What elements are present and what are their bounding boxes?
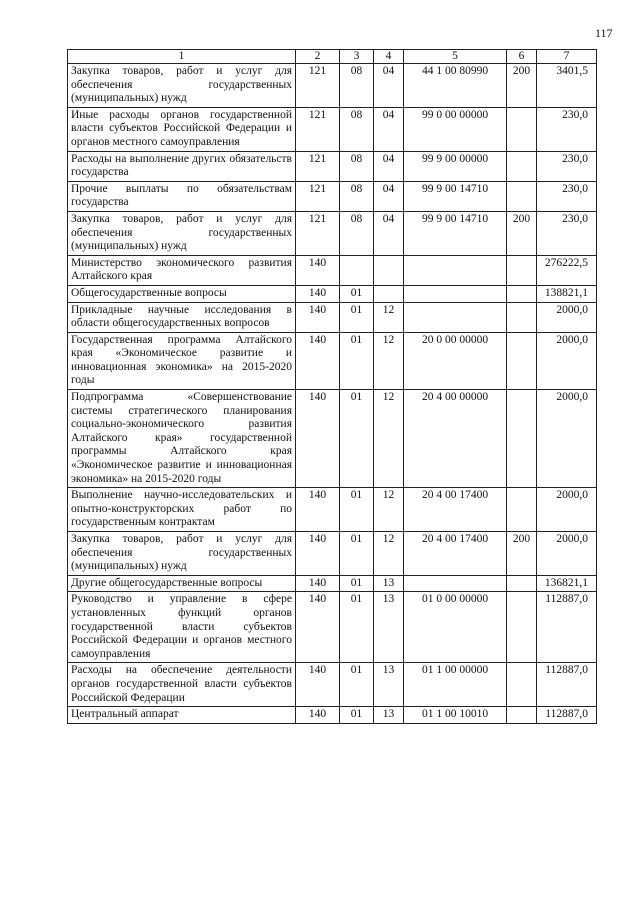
header-cell-7: 7 xyxy=(537,50,597,64)
row-vr-cell xyxy=(507,107,537,151)
row-sum-cell: 230,0 xyxy=(537,107,597,151)
row-ved-cell: 140 xyxy=(296,390,340,488)
row-pr-cell: 04 xyxy=(374,151,404,181)
row-vr-cell xyxy=(507,332,537,389)
row-rz-cell: 08 xyxy=(340,181,374,211)
row-rz-cell: 01 xyxy=(340,332,374,389)
row-rz-cell: 01 xyxy=(340,663,374,707)
row-name-cell: Министерство экономического развития Алтайского края xyxy=(68,255,296,285)
row-name-cell: Расходы на обеспечение деятельности органов государственной власти субъектов Российской Федерации xyxy=(68,663,296,707)
row-csr-cell: 99 9 00 14710 xyxy=(404,211,507,255)
row-sum-cell: 230,0 xyxy=(537,211,597,255)
row-pr-cell: 13 xyxy=(374,592,404,663)
table-header-row xyxy=(68,50,597,64)
row-ved-cell: 140 xyxy=(296,332,340,389)
row-csr-cell xyxy=(404,575,507,592)
row-pr-cell xyxy=(374,285,404,302)
row-sum-cell: 2000,0 xyxy=(537,488,597,532)
row-vr-cell xyxy=(507,255,537,285)
header-cell-2: 2 xyxy=(296,50,340,64)
row-vr-cell xyxy=(507,302,537,332)
row-name-cell: Руководство и управление в сфере установленных функций органов государственной власти субъектов Российской Федерации и органов местного самоуправления xyxy=(68,592,296,663)
budget-table xyxy=(67,49,597,724)
row-vr-cell: 200 xyxy=(507,532,537,576)
row-pr-cell: 12 xyxy=(374,390,404,488)
row-rz-cell: 01 xyxy=(340,575,374,592)
row-sum-cell: 2000,0 xyxy=(537,332,597,389)
table-row xyxy=(68,488,597,532)
row-name-cell: Общегосударственные вопросы xyxy=(68,285,296,302)
row-ved-cell: 121 xyxy=(296,151,340,181)
header-cell-5: 5 xyxy=(404,50,507,64)
header-cell-1: 1 xyxy=(68,50,296,64)
row-csr-cell: 20 4 00 00000 xyxy=(404,390,507,488)
row-sum-cell: 138821,1 xyxy=(537,285,597,302)
row-name-cell: Закупка товаров, работ и услуг для обеспечения государственных (муниципальных) нужд xyxy=(68,532,296,576)
row-csr-cell: 99 0 00 00000 xyxy=(404,107,507,151)
row-vr-cell xyxy=(507,285,537,302)
row-pr-cell: 13 xyxy=(374,663,404,707)
row-rz-cell: 01 xyxy=(340,707,374,724)
row-vr-cell xyxy=(507,151,537,181)
table-row xyxy=(68,302,597,332)
row-csr-cell: 20 4 00 17400 xyxy=(404,532,507,576)
row-ved-cell: 140 xyxy=(296,488,340,532)
row-csr-cell xyxy=(404,285,507,302)
row-sum-cell: 136821,1 xyxy=(537,575,597,592)
table-body xyxy=(68,50,597,724)
row-pr-cell: 04 xyxy=(374,211,404,255)
row-rz-cell: 08 xyxy=(340,151,374,181)
table-row xyxy=(68,575,597,592)
row-rz-cell: 01 xyxy=(340,532,374,576)
row-ved-cell: 140 xyxy=(296,302,340,332)
row-name-cell: Прочие выплаты по обязательствам государства xyxy=(68,181,296,211)
row-vr-cell xyxy=(507,488,537,532)
table-row xyxy=(68,332,597,389)
row-csr-cell: 99 9 00 14710 xyxy=(404,181,507,211)
table-row xyxy=(68,707,597,724)
row-name-cell: Прикладные научные исследования в области общегосударственных вопросов xyxy=(68,302,296,332)
row-name-cell: Закупка товаров, работ и услуг для обеспечения государственных (муниципальных) нужд xyxy=(68,64,296,108)
row-rz-cell: 01 xyxy=(340,488,374,532)
row-rz-cell: 01 xyxy=(340,285,374,302)
row-pr-cell: 13 xyxy=(374,707,404,724)
row-pr-cell: 13 xyxy=(374,575,404,592)
row-name-cell: Другие общегосударственные вопросы xyxy=(68,575,296,592)
row-name-cell: Выполнение научно-исследовательских и опытно-конструкторских работ по государственным контрактам xyxy=(68,488,296,532)
row-name-cell: Подпрограмма «Совершенствование системы стратегического планирования социально-экономического развития Алтайского края» государственной программы Алтайского края «Экономическое развитие и инновационная экономика» на 2015-2020 годы xyxy=(68,390,296,488)
table-row xyxy=(68,151,597,181)
row-ved-cell: 140 xyxy=(296,663,340,707)
row-vr-cell: 200 xyxy=(507,211,537,255)
row-vr-cell xyxy=(507,707,537,724)
row-rz-cell: 01 xyxy=(340,302,374,332)
row-ved-cell: 121 xyxy=(296,211,340,255)
row-sum-cell: 112887,0 xyxy=(537,663,597,707)
row-pr-cell: 12 xyxy=(374,488,404,532)
row-pr-cell xyxy=(374,255,404,285)
row-name-cell: Иные расходы органов государственной власти субъектов Российской Федерации и органов местного самоуправления xyxy=(68,107,296,151)
table-row xyxy=(68,390,597,488)
row-csr-cell: 20 0 00 00000 xyxy=(404,332,507,389)
row-pr-cell: 12 xyxy=(374,332,404,389)
row-rz-cell: 08 xyxy=(340,211,374,255)
row-csr-cell xyxy=(404,255,507,285)
row-vr-cell xyxy=(507,575,537,592)
header-cell-3: 3 xyxy=(340,50,374,64)
row-ved-cell: 121 xyxy=(296,107,340,151)
table-row xyxy=(68,255,597,285)
row-name-cell: Центральный аппарат xyxy=(68,707,296,724)
table-row xyxy=(68,211,597,255)
row-sum-cell: 112887,0 xyxy=(537,707,597,724)
row-csr-cell: 01 0 00 00000 xyxy=(404,592,507,663)
row-vr-cell xyxy=(507,592,537,663)
row-pr-cell: 12 xyxy=(374,532,404,576)
row-csr-cell: 01 1 00 00000 xyxy=(404,663,507,707)
row-rz-cell: 08 xyxy=(340,107,374,151)
row-csr-cell: 44 1 00 80990 xyxy=(404,64,507,108)
row-pr-cell: 12 xyxy=(374,302,404,332)
table-row xyxy=(68,532,597,576)
row-sum-cell: 2000,0 xyxy=(537,302,597,332)
row-sum-cell: 2000,0 xyxy=(537,390,597,488)
row-csr-cell: 99 9 00 00000 xyxy=(404,151,507,181)
row-sum-cell: 230,0 xyxy=(537,151,597,181)
row-ved-cell: 140 xyxy=(296,255,340,285)
page-number: 117 xyxy=(595,26,613,40)
row-sum-cell: 230,0 xyxy=(537,181,597,211)
row-rz-cell: 08 xyxy=(340,64,374,108)
row-vr-cell: 200 xyxy=(507,64,537,108)
row-ved-cell: 140 xyxy=(296,707,340,724)
row-name-cell: Государственная программа Алтайского края «Экономическое развитие и инновационная экономика» на 2015-2020 годы xyxy=(68,332,296,389)
header-cell-6: 6 xyxy=(507,50,537,64)
row-vr-cell xyxy=(507,181,537,211)
row-vr-cell xyxy=(507,390,537,488)
row-vr-cell xyxy=(507,663,537,707)
row-csr-cell: 01 1 00 10010 xyxy=(404,707,507,724)
row-sum-cell: 112887,0 xyxy=(537,592,597,663)
row-pr-cell: 04 xyxy=(374,64,404,108)
row-name-cell: Закупка товаров, работ и услуг для обеспечения государственных (муниципальных) нужд xyxy=(68,211,296,255)
table-row xyxy=(68,592,597,663)
row-ved-cell: 121 xyxy=(296,181,340,211)
row-rz-cell xyxy=(340,255,374,285)
row-ved-cell: 140 xyxy=(296,532,340,576)
row-csr-cell: 20 4 00 17400 xyxy=(404,488,507,532)
row-ved-cell: 121 xyxy=(296,64,340,108)
table-row xyxy=(68,181,597,211)
row-pr-cell: 04 xyxy=(374,107,404,151)
row-pr-cell: 04 xyxy=(374,181,404,211)
table-row xyxy=(68,663,597,707)
header-cell-4: 4 xyxy=(374,50,404,64)
row-csr-cell xyxy=(404,302,507,332)
row-sum-cell: 3401,5 xyxy=(537,64,597,108)
row-rz-cell: 01 xyxy=(340,592,374,663)
row-ved-cell: 140 xyxy=(296,575,340,592)
row-ved-cell: 140 xyxy=(296,285,340,302)
row-rz-cell: 01 xyxy=(340,390,374,488)
row-ved-cell: 140 xyxy=(296,592,340,663)
row-sum-cell: 2000,0 xyxy=(537,532,597,576)
table-row xyxy=(68,107,597,151)
table-row xyxy=(68,64,597,108)
table-row xyxy=(68,285,597,302)
row-name-cell: Расходы на выполнение других обязательств государства xyxy=(68,151,296,181)
row-sum-cell: 276222,5 xyxy=(537,255,597,285)
